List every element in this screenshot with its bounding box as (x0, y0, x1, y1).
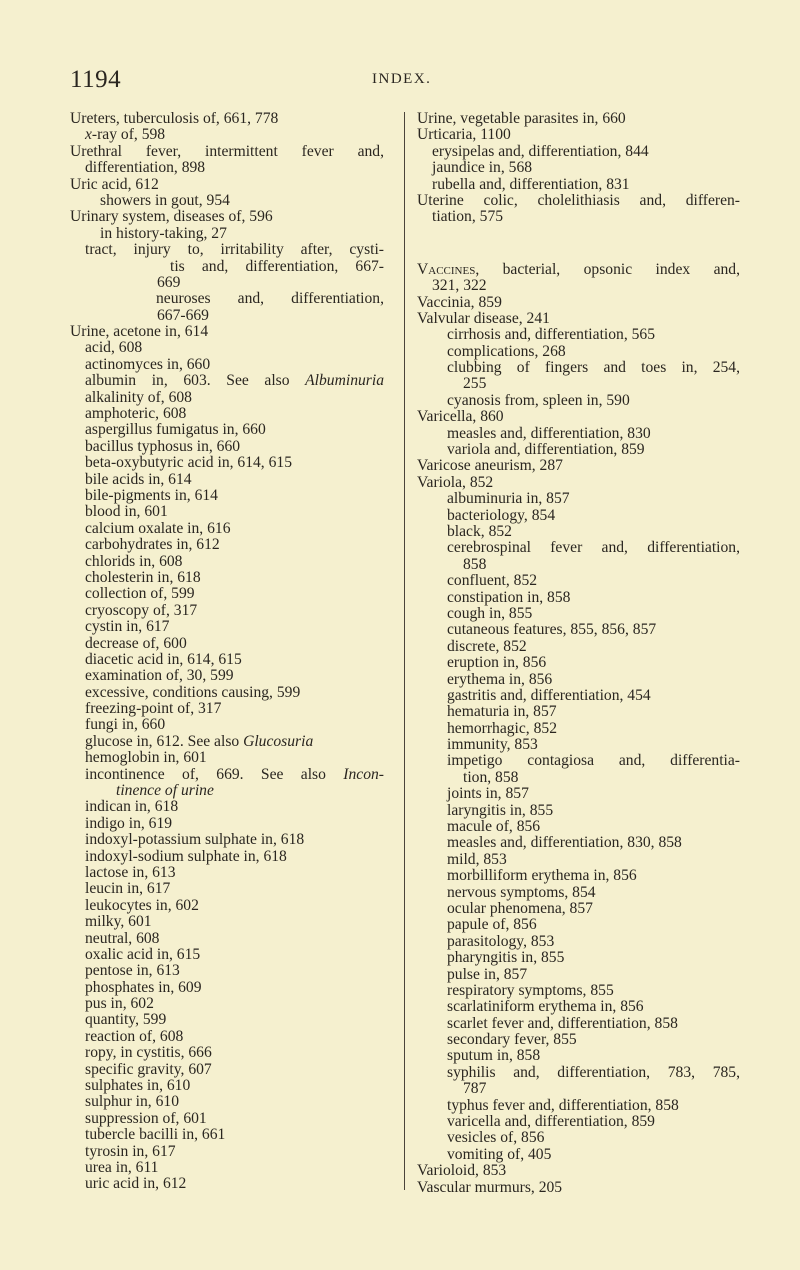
entry-text: impetigo contagiosa and, differentia- (447, 753, 740, 770)
index-subentry (70, 488, 384, 504)
entry-text: diacetic acid in, 614, 615 (85, 650, 242, 668)
entry-text: indigo in, 619 (85, 814, 173, 832)
index-subentry (417, 967, 740, 983)
index-subentry (417, 737, 740, 753)
index-subentry (417, 753, 740, 769)
index-subentry (417, 672, 740, 688)
entry-text: , bacterial, opsonic index and, (475, 261, 740, 278)
index-entry (417, 475, 740, 491)
entry-text: tubercle bacilli in, 661 (85, 1126, 226, 1144)
entry-text: Ureters, tuberculosis of, 661, 778 (70, 110, 279, 127)
index-subentry (70, 242, 384, 258)
index-subentry (70, 422, 384, 438)
index-subentry (70, 275, 384, 291)
index-subentry (417, 835, 740, 851)
index-subentry (417, 852, 740, 868)
entry-text: black, 852 (447, 522, 512, 540)
entry-text: cirrhosis and, differentiation, 565 (447, 326, 656, 344)
entry-text: indoxyl-sodium sulphate in, 618 (85, 847, 287, 865)
index-entry (417, 1180, 740, 1196)
index-subentry (417, 327, 740, 343)
index-column-left (70, 111, 384, 1193)
entry-text: 667-669 (157, 306, 209, 324)
index-entry (70, 324, 384, 340)
running-head: INDEX. (372, 71, 432, 87)
entry-text: nervous symptoms, 854 (447, 883, 596, 901)
entry-text: cystin in, 617 (85, 618, 170, 636)
entry-text: varicella and, differentiation, 859 (447, 1113, 655, 1131)
entry-text: collection of, 599 (85, 585, 195, 603)
index-entry (70, 111, 384, 127)
italic-text: Albuminuria (305, 373, 384, 390)
index-entry (70, 209, 384, 225)
entry-text: lactose in, 613 (85, 863, 176, 881)
index-subentry (70, 767, 384, 783)
index-subentry (70, 521, 384, 537)
entry-text: ocular phenomena, 857 (447, 899, 593, 917)
index-subentry (417, 557, 740, 573)
index-subentry (417, 868, 740, 884)
entry-text: in history-taking, 27 (100, 224, 227, 242)
index-subentry (70, 816, 384, 832)
entry-text: leukocytes in, 602 (85, 896, 199, 914)
index-subentry (70, 734, 384, 750)
index-subentry (70, 439, 384, 455)
entry-text: parasitology, 853 (447, 932, 555, 950)
index-subentry (70, 570, 384, 586)
index-subentry (417, 786, 740, 802)
entry-text: showers in gout, 954 (100, 191, 230, 209)
index-subentry (417, 688, 740, 704)
entry-text: pus in, 602 (85, 995, 154, 1013)
entry-text: rubella and, differentiation, 831 (432, 175, 630, 193)
entry-text: 858 (463, 555, 487, 573)
entry-text: indican in, 618 (85, 798, 179, 816)
index-subentry (417, 393, 740, 409)
entry-text: sulphur in, 610 (85, 1093, 179, 1111)
index-subentry (70, 504, 384, 520)
entry-text: tiation, 575 (432, 208, 504, 226)
index-subentry (70, 1078, 384, 1094)
index-subentry (70, 668, 384, 684)
entry-text: suppression of, 601 (85, 1109, 207, 1127)
entry-text: Uric acid, 612 (70, 175, 159, 193)
entry-text: incontinence of, 669. See also (85, 766, 344, 783)
index-subentry (417, 540, 740, 556)
index-subentry (417, 721, 740, 737)
italic-text: x (85, 126, 92, 144)
entry-text: sputum in, 858 (447, 1047, 541, 1065)
index-subentry (417, 606, 740, 622)
index-entry (417, 295, 740, 311)
entry-text: quantity, 599 (85, 1011, 167, 1029)
entry-text: joints in, 857 (447, 785, 529, 803)
entry-text: laryngitis in, 855 (447, 801, 554, 819)
index-subentry (417, 376, 740, 392)
index-subentry (417, 1048, 740, 1064)
index-subentry (70, 1062, 384, 1078)
entry-text: phosphates in, 609 (85, 978, 202, 996)
index-subentry (417, 1130, 740, 1146)
entry-text: secondary fever, 855 (447, 1031, 577, 1049)
index-subentry (70, 226, 384, 242)
index-subentry (417, 360, 740, 376)
entry-text: Uterine colic, cholelithiasis and, differen- (417, 192, 740, 209)
entry-text: syphilis and, differentiation, 783, 785, (447, 1064, 740, 1081)
entry-text: cough in, 855 (447, 604, 533, 622)
index-subentry (70, 947, 384, 963)
index-subentry (417, 704, 740, 720)
italic-text: Glucosuria (243, 732, 314, 750)
entry-text: urea in, 611 (85, 1159, 159, 1176)
entry-text: vesicles of, 856 (447, 1129, 545, 1147)
entry-text: Varioloid, 853 (417, 1162, 507, 1180)
entry-text: discrete, 852 (447, 637, 527, 655)
entry-text: bile acids in, 614 (85, 470, 192, 488)
index-subentry (417, 442, 740, 458)
index-subentry (70, 193, 384, 209)
entry-text: ropy, in cystitis, 666 (85, 1044, 212, 1062)
italic-text: Incon- (343, 766, 384, 783)
index-subentry (70, 783, 384, 799)
entry-text: actinomyces in, 660 (85, 355, 211, 373)
entry-text: tract, injury to, irritability after, cysti- (85, 242, 384, 259)
index-entry (417, 311, 740, 327)
entry-text: measles and, differentiation, 830, 858 (447, 834, 682, 852)
entry-text: fungi in, 660 (85, 716, 166, 734)
index-subentry (417, 209, 740, 225)
entry-text: -ray of, 598 (91, 126, 166, 144)
entry-text: pulse in, 857 (447, 965, 528, 983)
entry-text: Urticaria, 1100 (417, 126, 511, 144)
index-subentry (70, 1045, 384, 1061)
entry-text: Vascular murmurs, 205 (417, 1178, 563, 1196)
index-subentry (417, 1114, 740, 1130)
index-subentry (70, 865, 384, 881)
entry-text: chlorids in, 608 (85, 552, 183, 570)
entry-text: constipation in, 858 (447, 588, 571, 606)
entry-text: cholesterin in, 618 (85, 568, 201, 586)
index-subentry (417, 491, 740, 507)
index-subentry (70, 652, 384, 668)
entry-text: cyanosis from, spleen in, 590 (447, 391, 630, 409)
index-subentry (70, 685, 384, 701)
index-subentry (70, 259, 384, 275)
italic-text: tinence of urine (116, 782, 214, 800)
entry-text: 787 (463, 1080, 487, 1098)
entry-text: variola and, differentiation, 859 (447, 441, 645, 459)
index-entry (417, 458, 740, 474)
index-subentry (70, 390, 384, 406)
index-subentry (70, 291, 384, 307)
index-subentry (417, 590, 740, 606)
index-subentry (417, 573, 740, 589)
index-subentry (417, 278, 740, 294)
entry-text: blood in, 601 (85, 503, 168, 521)
index-subentry (70, 586, 384, 602)
entry-text: measles and, differentiation, 830 (447, 424, 651, 442)
entry-text: pharyngitis in, 855 (447, 949, 565, 967)
index-subentry (417, 1016, 740, 1032)
index-subentry (70, 1127, 384, 1143)
index-subentry (417, 803, 740, 819)
entry-text: cryoscopy of, 317 (85, 601, 198, 619)
index-subentry (417, 1032, 740, 1048)
index-subentry (417, 983, 740, 999)
entry-text: gastritis and, differentiation, 454 (447, 686, 651, 704)
index-subentry (70, 1160, 384, 1176)
entry-text: complications, 268 (447, 342, 566, 360)
entry-text: Urine, vegetable parasites in, 660 (417, 110, 626, 127)
entry-text: uric acid in, 612 (85, 1175, 187, 1193)
index-subentry (70, 554, 384, 570)
entry-text: Variola, 852 (417, 473, 494, 491)
entry-text: Varicella, 860 (417, 408, 504, 426)
entry-text: erysipelas and, differentiation, 844 (432, 142, 649, 160)
index-subentry (70, 1144, 384, 1160)
index-subentry (70, 636, 384, 652)
index-subentry (417, 917, 740, 933)
entry-text: calcium oxalate in, 616 (85, 519, 231, 537)
entry-text: Urine, acetone in, 614 (70, 323, 209, 341)
index-entry (70, 144, 384, 160)
index-subentry (70, 455, 384, 471)
entry-text: Valvular disease, 241 (417, 309, 550, 327)
entry-text: Urinary system, diseases of, 596 (70, 208, 273, 226)
index-subentry (70, 799, 384, 815)
entry-text: morbilliform erythema in, 856 (447, 867, 637, 885)
entry-text: immunity, 853 (447, 736, 538, 754)
entry-text: tion, 858 (463, 768, 519, 786)
index-subentry (417, 144, 740, 160)
index-entry (70, 177, 384, 193)
entry-text: Varicose aneurism, 287 (417, 457, 563, 475)
index-subentry (70, 160, 384, 176)
index-subentry (417, 622, 740, 638)
small-caps-text: Vaccines (417, 261, 476, 278)
entry-text: leucin in, 617 (85, 880, 171, 898)
entry-text: 669 (157, 273, 181, 291)
entry-text: typhus fever and, differentiation, 858 (447, 1096, 679, 1114)
index-subentry (70, 308, 384, 324)
entry-text: aspergillus fumigatus in, 660 (85, 421, 266, 439)
index-subentry (417, 1098, 740, 1114)
index-subentry (417, 885, 740, 901)
index-entry (417, 127, 740, 143)
index-column-right (417, 111, 740, 1196)
index-subentry (70, 1111, 384, 1127)
index-subentry (417, 655, 740, 671)
entry-text: albumin in, 603. See also (85, 373, 306, 390)
index-entry (417, 409, 740, 425)
index-subentry (70, 373, 384, 389)
index-entry (417, 262, 740, 278)
entry-text: mild, 853 (447, 850, 507, 868)
index-subentry (417, 524, 740, 540)
index-subentry (70, 701, 384, 717)
index-subentry (70, 619, 384, 635)
entry-text: excessive, conditions causing, 599 (85, 683, 301, 701)
entry-text: amphoteric, 608 (85, 405, 187, 423)
index-subentry (70, 750, 384, 766)
entry-text: neutral, 608 (85, 929, 160, 947)
entry-text: scarlet fever and, differentiation, 858 (447, 1014, 678, 1032)
entry-text: jaundice in, 568 (432, 159, 533, 177)
index-subentry (70, 996, 384, 1012)
entry-text: clubbing of fingers and toes in, 254, (447, 360, 740, 377)
entry-text: hematuria in, 857 (447, 703, 557, 721)
index-entry (417, 1163, 740, 1179)
entry-text: glucose in, 612. See also (85, 732, 244, 750)
entry-text: carbohydrates in, 612 (85, 536, 220, 554)
index-subentry (70, 472, 384, 488)
entry-text: hemoglobin in, 601 (85, 749, 207, 767)
entry-text: Urethral fever, intermittent fever and, (70, 143, 384, 160)
entry-text: cutaneous features, 855, 856, 857 (447, 621, 657, 639)
index-subentry (417, 508, 740, 524)
entry-text: vomiting of, 405 (447, 1145, 552, 1163)
index-subentry (70, 1029, 384, 1045)
index-subentry (70, 832, 384, 848)
entry-text: alkalinity of, 608 (85, 388, 192, 406)
entry-text: bacteriology, 854 (447, 506, 556, 524)
entry-text: scarlatiniform erythema in, 856 (447, 998, 644, 1016)
entry-text: eruption in, 856 (447, 654, 547, 672)
entry-text: indoxyl-potassium sulphate in, 618 (85, 831, 305, 849)
entry-text: freezing-point of, 317 (85, 700, 222, 718)
entry-text: sulphates in, 610 (85, 1077, 191, 1095)
entry-text: reaction of, 608 (85, 1027, 184, 1045)
entry-text: bile-pigments in, 614 (85, 486, 218, 504)
entry-text: hemorrhagic, 852 (447, 719, 557, 737)
entry-text: cerebrospinal fever and, differentiation, (447, 540, 740, 557)
index-subentry (70, 963, 384, 979)
index-subentry (417, 770, 740, 786)
index-subentry (70, 340, 384, 356)
index-subentry (417, 1147, 740, 1163)
index-subentry (417, 1065, 740, 1081)
entry-text: neuroses and, differentiation, (156, 291, 384, 308)
index-subentry (417, 177, 740, 193)
entry-text: 255 (463, 375, 487, 393)
entry-text: Vaccinia, 859 (417, 293, 502, 311)
index-subentry (70, 881, 384, 897)
index-subentry (417, 819, 740, 835)
index-subentry (70, 357, 384, 373)
index-subentry (70, 406, 384, 422)
entry-text: tis and, differentiation, 667- (170, 258, 384, 275)
index-subentry (417, 950, 740, 966)
entry-text: tyrosin in, 617 (85, 1142, 176, 1160)
index-subentry (417, 999, 740, 1015)
index-entry (417, 111, 740, 127)
index-subentry (70, 1094, 384, 1110)
index-subentry (417, 901, 740, 917)
index-subentry (70, 717, 384, 733)
index-subentry (70, 127, 384, 143)
entry-text: bacillus typhosus in, 660 (85, 437, 241, 455)
entry-text: albuminuria in, 857 (447, 490, 570, 508)
column-divider (404, 112, 405, 1190)
index-subentry (417, 160, 740, 176)
entry-text: macule of, 856 (447, 818, 541, 836)
entry-text: 321, 322 (432, 277, 487, 295)
index-subentry (70, 1176, 384, 1192)
entry-text: specific gravity, 607 (85, 1060, 212, 1078)
entry-text: erythema in, 856 (447, 670, 553, 688)
entry-text: decrease of, 600 (85, 634, 187, 652)
index-entry (417, 193, 740, 209)
entry-text: pentose in, 613 (85, 962, 180, 980)
index-subentry (70, 537, 384, 553)
index-subentry (417, 934, 740, 950)
entry-text: confluent, 852 (447, 572, 538, 590)
index-subentry (417, 426, 740, 442)
index-subentry (70, 898, 384, 914)
index-subentry (417, 1081, 740, 1097)
index-subentry (70, 849, 384, 865)
index-subentry (417, 639, 740, 655)
entry-text: differentiation, 898 (85, 159, 206, 177)
entry-text: acid, 608 (85, 339, 143, 357)
entry-text: papule of, 856 (447, 916, 537, 934)
index-subentry (417, 344, 740, 360)
index-subentry (70, 1012, 384, 1028)
index-subentry (70, 931, 384, 947)
page-number: 1194 (70, 66, 122, 93)
entry-text: respiratory symptoms, 855 (447, 981, 614, 999)
index-subentry (70, 980, 384, 996)
index-subentry (70, 603, 384, 619)
entry-text: beta-oxybutyric acid in, 614, 615 (85, 454, 292, 472)
entry-text: milky, 601 (85, 913, 152, 931)
entry-text: examination of, 30, 599 (85, 667, 234, 685)
entry-text: oxalic acid in, 615 (85, 945, 201, 963)
index-subentry (70, 914, 384, 930)
